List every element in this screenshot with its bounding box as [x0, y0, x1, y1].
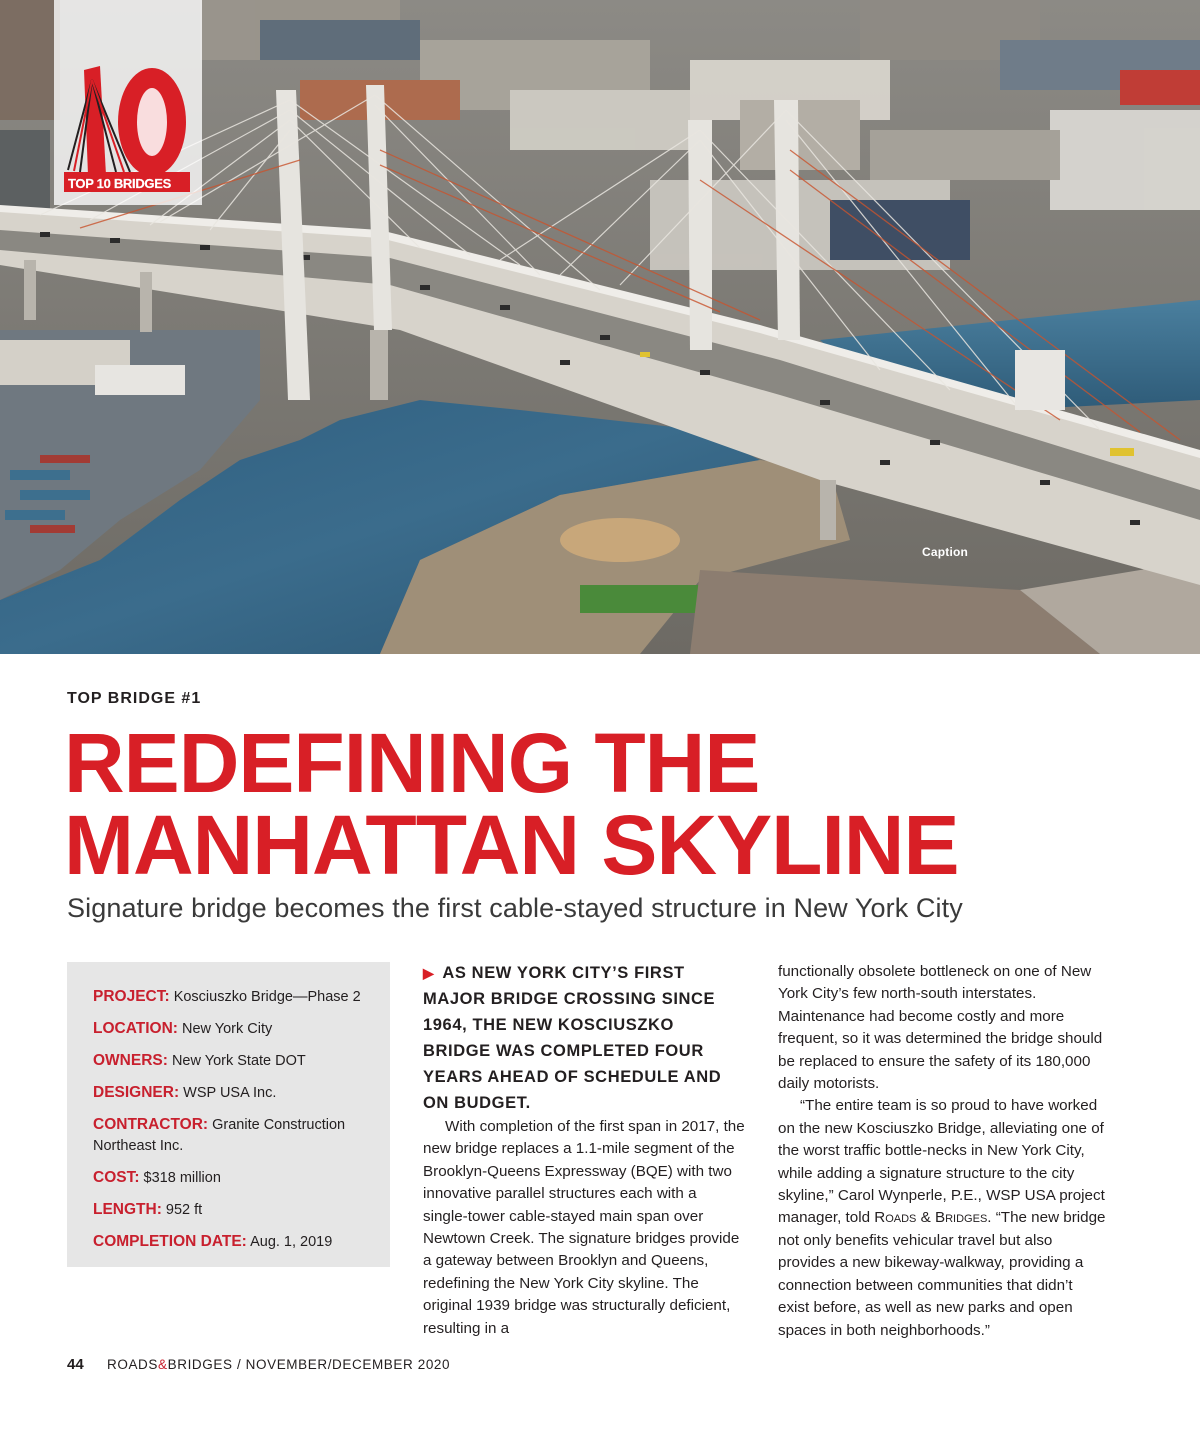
spec-length [93, 1199, 370, 1221]
spec-value: Aug. 1, 2019 [250, 1234, 333, 1250]
top-10-bridges-logo [54, 0, 202, 205]
spec-designer [93, 1082, 370, 1104]
hero-photo [0, 0, 1200, 654]
headline-line-2: MANHATTAN SKYLINE [64, 798, 959, 892]
magazine-name-amp: & [916, 1209, 935, 1227]
spec-value: Granite Construction Northeast Inc. [93, 1117, 346, 1154]
deck-subtitle: Signature bridge becomes the first cable-stayed structure in New York City [67, 893, 963, 923]
spec-completion-date [93, 1231, 370, 1253]
body-paragraph-2: functionally obsolete bottleneck on one of New York City’s few north-south interstates. Maintenance had become costly and more frequent, so it was determined the bridge should be replaced to ensure the safety of its 180,000 daily motorists. [778, 963, 1103, 1093]
headline-line-1: REDEFINING THE [64, 716, 760, 810]
footer-mag-amp: & [158, 1357, 168, 1372]
triangle-right-icon: ▶ [423, 965, 435, 981]
spec-cost [93, 1167, 370, 1189]
body-paragraph-3 [778, 1095, 1108, 1341]
spec-label: COST: [93, 1169, 140, 1186]
lede [423, 960, 745, 1116]
logo-mark-icon [54, 0, 202, 205]
lede-text: AS NEW YORK CITY’S FIRST MAJOR BRIDGE CROSSING SINCE 1964, THE NEW KOSCIUSZKO BRIDGE WAS COMPLETED FOUR YEARS AHEAD OF SCHEDULE AND ON BUDGET. [423, 964, 722, 1112]
spec-value: Kosciuszko Bridge—Phase 2 [173, 989, 361, 1005]
body-paragraph-1: With completion of the first span in 2017, the new bridge replaces a 1.1-mile segment of the Brooklyn-Queens Expressway (BQE) with two innovative parallel structures each with a single-tower cable-stayed main span over Newtown Creek. The signature bridges provide a gateway between Brooklyn and Queens, redefining the New York City skyline. The original 1939 bridge was structurally deficient, resulting in a [423, 1118, 745, 1337]
headline [64, 716, 1164, 892]
quote-part-b: . “The new bridge not only benefits vehicular travel but also provides a new bikeway-walkway, providing a connection between communities that didn’t exist before, as well as new parks and open spaces in both neighborhoods.” [778, 1209, 1106, 1339]
kicker: TOP BRIDGE #1 [67, 690, 202, 707]
photo-caption-tag: Caption [922, 545, 969, 559]
spec-contractor [93, 1114, 370, 1157]
spec-label: OWNERS: [93, 1052, 168, 1069]
spec-label: LENGTH: [93, 1201, 162, 1218]
spec-value: $318 million [143, 1170, 221, 1186]
spec-value: New York City [181, 1021, 273, 1037]
body-column-3 [778, 961, 1108, 1342]
spec-owners [93, 1050, 370, 1072]
spec-value: WSP USA Inc. [183, 1085, 277, 1101]
footer-mag-part2: BRIDGES [167, 1357, 233, 1372]
magazine-name-bridges: Bridges [934, 1209, 988, 1227]
spec-value: New York State DOT [171, 1053, 306, 1069]
spec-value: 952 ft [165, 1202, 203, 1218]
spec-project [93, 986, 370, 1008]
logo-text: TOP 10 BRIDGES [68, 176, 171, 191]
project-spec-box [67, 962, 390, 1267]
spec-label: DESIGNER: [93, 1084, 180, 1101]
page-number: 44 [67, 1356, 84, 1373]
spec-label: PROJECT: [93, 988, 170, 1005]
footer-mag-part1: ROADS [107, 1357, 159, 1372]
quote-part-a: “The entire team is so proud to have worked on the new Kosciuszko Bridge, alleviating one of the worst traffic bottle-necks in New York City, while adding a signature structure to the city skyline,” Carol Wynperle, P.E., WSP USA project manager, told [778, 1097, 1105, 1227]
spec-label: COMPLETION DATE: [93, 1233, 247, 1250]
spec-label: CONTRACTOR: [93, 1116, 209, 1133]
magazine-name-roads: Roads [874, 1209, 917, 1227]
footer-issue: / NOVEMBER/DECEMBER 2020 [232, 1357, 451, 1372]
spec-location [93, 1018, 370, 1040]
spec-label: LOCATION: [93, 1020, 178, 1037]
body-column-2 [423, 960, 745, 1340]
footer-magazine-title [107, 1357, 450, 1372]
